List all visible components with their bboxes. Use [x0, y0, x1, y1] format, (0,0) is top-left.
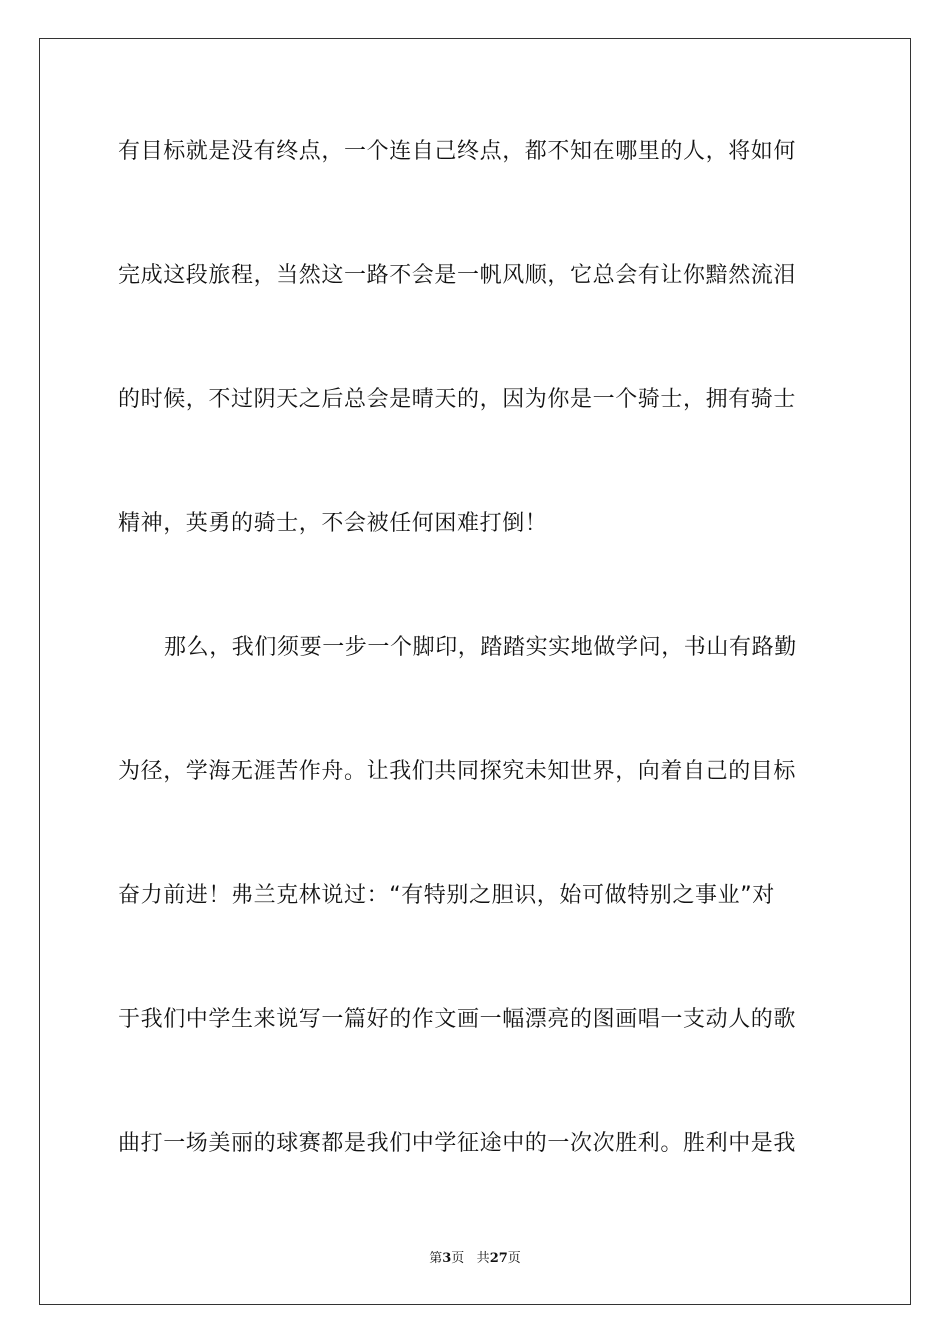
- footer-prefix: 第: [429, 1251, 443, 1266]
- footer-total-pages: 27: [489, 1251, 508, 1266]
- footer-total-suffix: 页: [507, 1251, 521, 1266]
- text-line-1: 有目标就是没有终点，一个连自己终点，都不知在哪里的人，将如何: [118, 139, 797, 164]
- page-border: [39, 38, 911, 1305]
- text-line-2: 完成这段旅程，当然这一路不会是一帆风顺，它总会有让你黯然流泪: [118, 263, 797, 288]
- footer-total-prefix: 共: [476, 1251, 490, 1266]
- page-footer: [0, 1247, 950, 1266]
- text-line-4: 精神，英勇的骑士，不会被任何困难打倒！: [118, 511, 548, 536]
- footer-page-suffix: 页: [451, 1251, 465, 1266]
- text-line-3: 的时候，不过阴天之后总会是晴天的，因为你是一个骑士，拥有骑士: [118, 387, 797, 412]
- text-line-9: 曲打一场美丽的球赛都是我们中学征途中的一次次胜利。胜利中是我: [118, 1131, 797, 1156]
- text-line-6: 为径，学海无涯苦作舟。让我们共同探究未知世界，向着自己的目标: [118, 759, 797, 784]
- text-line-7: 奋力前进！弗兰克林说过：“有特别之胆识，始可做特别之事业”对: [118, 883, 775, 908]
- text-line-5: 那么，我们须要一步一个脚印，踏踏实实地做学问，书山有路勤: [164, 635, 797, 660]
- footer-page-number: 3: [442, 1251, 452, 1266]
- text-line-8: 于我们中学生来说写一篇好的作文画一幅漂亮的图画唱一支动人的歌: [118, 1007, 797, 1032]
